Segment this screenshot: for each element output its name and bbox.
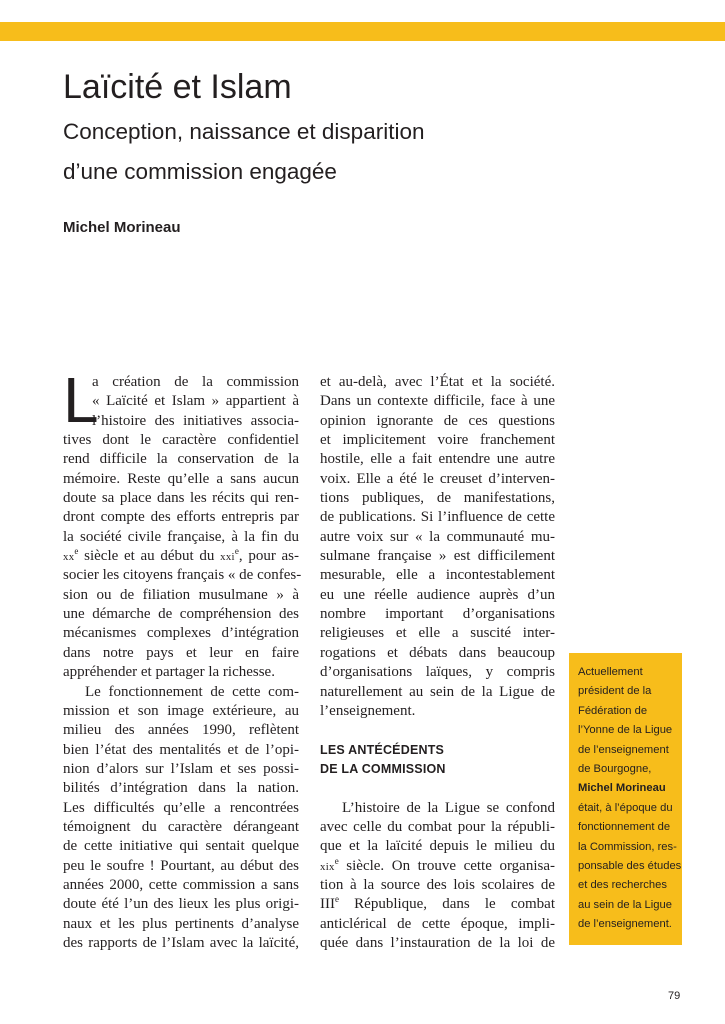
subtitle-line: d’une commission engagée (63, 159, 337, 184)
text-line: naux et les plus pertinents d’analyse (63, 915, 299, 932)
text-fragment: République, dans le combat (354, 896, 555, 913)
bio-line: l’Yonne de la Ligue (578, 724, 673, 737)
century-xxi: xxi (220, 551, 235, 564)
bio-line: au sein de la Ligue (578, 898, 672, 911)
section-heading: DE LA COMMISSION (320, 761, 446, 776)
text-line: L’histoire de la Ligue se confond (342, 799, 555, 816)
text-line: opinion ignorante de ces questions (320, 412, 555, 429)
text-line: nion d’alors sur l’Islam et ses possi- (63, 760, 299, 777)
republic-number: III (320, 896, 335, 913)
ordinal-suffix: e (335, 894, 339, 905)
text-line: religieuses et elle a suscité inter- (320, 625, 555, 642)
text-line: de publications. Si l’influence de cette (320, 509, 555, 526)
text-line: rend difficile la conservation de la (63, 451, 299, 468)
bio-line: fonctionnement de (578, 821, 671, 834)
text-line: nombre important d’organisations (320, 606, 555, 623)
ordinal-suffix: e (334, 855, 339, 866)
bio-line: de l’enseignement (578, 743, 669, 756)
text-line: voix. Elle a été le creuset d’interven- (320, 470, 555, 487)
bio-author-name: Michel Morineau (578, 782, 666, 795)
subtitle-line: Conception, naissance et disparition (63, 119, 425, 144)
text-line: tions publiques, de manifestations, (320, 490, 555, 507)
text-line: Les difficultés qu’elle a rencontrées (63, 799, 299, 816)
text-line: la société civile française, à la fin du (63, 528, 299, 545)
text-line: dront compte des efforts entrepris par (63, 509, 299, 526)
bio-line: président de la (578, 685, 652, 698)
text-line: une démarche de compréhension des (63, 606, 299, 623)
text-line: mémoire. Reste qu’elle a sans aucun (63, 470, 299, 487)
text-line: Dans un contexte difficile, face à une (320, 393, 555, 410)
text-line: témoignent du caractère dérangeant (63, 818, 299, 835)
century-xx: xx (63, 551, 75, 564)
text-line: Le fonctionnement de cette com- (85, 683, 299, 700)
text-line: doute été l’un des lieux les plus origi- (63, 896, 299, 913)
text-line (320, 895, 555, 914)
text-line: mesurable, elle a incontestablement (320, 567, 555, 584)
text-line: et au-delà, avec l’État et la société. (320, 374, 555, 390)
text-line: doute sa place dans les récits qui ren- (63, 490, 299, 507)
bio-line: ponsable des études (578, 860, 682, 873)
article-subtitle (63, 112, 424, 192)
text-line: et implicitement voire franchement (320, 432, 555, 449)
text-line: tion à la source des lois scolaires de (320, 876, 555, 893)
text-column-right (320, 373, 555, 953)
text-line: années 2000, cette commission a sans (63, 876, 299, 893)
text-line: hostile, elle a fait entendre une autre (320, 451, 555, 468)
page-number: 79 (668, 990, 681, 1002)
bio-line: était, à l’époque du (578, 801, 673, 814)
text-line: a création de la commission (92, 374, 299, 390)
text-line: rogations et débats dans beaucoup (320, 644, 555, 661)
text-line: mécanismes complexes d’intégration (63, 625, 299, 642)
text-line: l’histoire des initiatives associa- (92, 412, 299, 429)
text-line: bilités d’intégration dans la nation. (63, 780, 299, 797)
bio-line: de l’enseignement. (578, 918, 672, 931)
text-line: sion ou de filiation musulmane » à (63, 586, 299, 603)
text-line: « Laïcité et Islam » appartient à (92, 393, 299, 410)
text-line: eu une réelle audience auprès d’un (320, 586, 555, 603)
text-line: avec celle du combat pour la républi- (320, 818, 555, 835)
blank-line (320, 779, 555, 798)
top-accent-bar (0, 22, 725, 41)
ordinal-suffix: e (234, 546, 239, 557)
bio-line: et des recherches (578, 879, 667, 892)
text-line: des rapports de l’Islam avec la laïcité, (63, 934, 299, 951)
text-line: socier les citoyens français « de confes- (63, 567, 302, 584)
text-line: milieu des années 1990, reflètent (63, 722, 299, 739)
text-line: appréhender et partager la richesse. (63, 664, 275, 681)
bio-line: la Commission, res- (578, 840, 677, 853)
text-line: sulmane française » est difficilement (320, 548, 555, 565)
text-line: quée dans l’instauration de la loi de (320, 934, 555, 951)
text-line (320, 857, 555, 876)
text-line: de cette initiative qui sentait quelque (63, 838, 299, 855)
text-fragment: pour as- (248, 548, 300, 565)
text-column-left (63, 364, 302, 953)
text-line: bien l’état des mentalités et de l’opi- (63, 741, 299, 758)
text-line: anticlérical de cette époque, impli- (320, 915, 555, 932)
blank-line (320, 721, 555, 740)
author-name: Michel Morineau (63, 219, 181, 236)
author-bio-box (569, 653, 682, 945)
text-fragment: siècle. On trouve cette organisa- (346, 857, 555, 874)
text-line: l’enseignement. (320, 702, 416, 719)
article-title: Laïcité et Islam (63, 68, 292, 106)
text-line: tives dont le caractère confidentiel (63, 432, 299, 449)
ordinal-suffix: e (74, 546, 79, 557)
drop-cap: L (63, 364, 99, 436)
text-line: dans notre pays et leur en faire (63, 644, 299, 661)
text-line: mission et son image extérieure, au (63, 702, 299, 719)
bio-line: Actuellement (578, 666, 643, 678)
text-line: d’organisations laïques, y compris (320, 664, 555, 681)
century-xix: xix (320, 860, 335, 873)
bio-line: de Bourgogne, (578, 763, 652, 776)
section-heading: LES ANTÉCÉDENTS (320, 742, 445, 757)
text-line: autre voix sur « la communauté mu- (320, 528, 555, 545)
bio-line: Fédération de (578, 704, 648, 717)
text-line: naturellement au sein de la Ligue de (320, 683, 555, 700)
text-line: $xx^e$ siècle et au début du xxi$^e$, pour as- (63, 546, 300, 565)
text-line: que et la laïcité depuis le milieu du (320, 838, 555, 855)
text-fragment: siècle et au début du (84, 548, 215, 565)
text-line: peu le soufre ! Pourtant, au début des (63, 857, 299, 874)
